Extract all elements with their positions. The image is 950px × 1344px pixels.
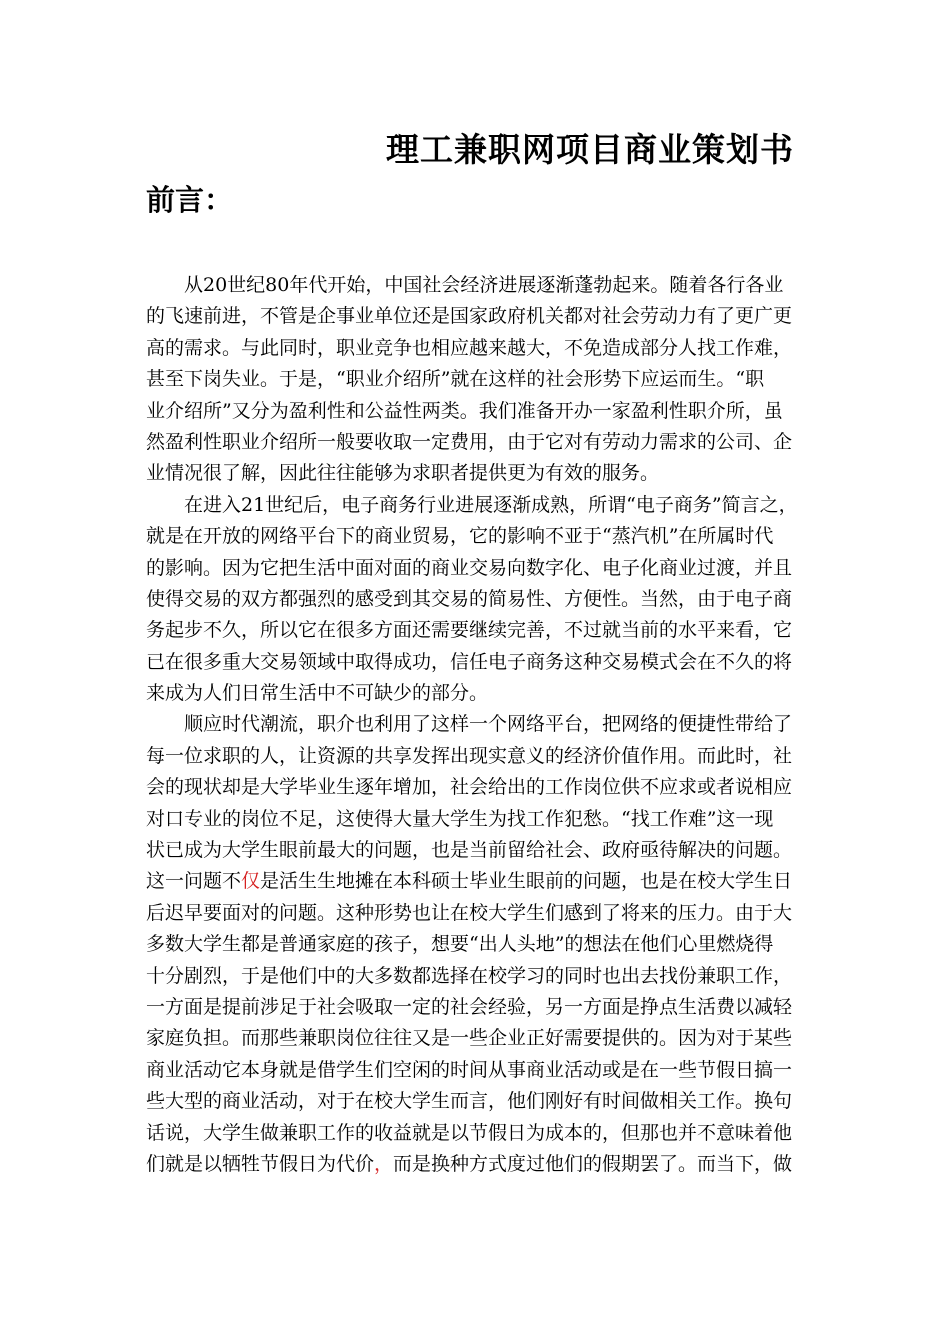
text-line: 些大型的商业活动，对于在校大学生而言，他们刚好有时间做相关工作。换句 bbox=[146, 1090, 793, 1113]
highlighted-punctuation: ， bbox=[374, 1152, 394, 1175]
text-line: 会的现状却是大学毕业生逐年增加，社会给出的工作岗位供不应求或者说相应 bbox=[146, 776, 793, 799]
text-line: 务起步不久，所以它在很多方面还需要继续完善，不过就当前的水平来看，它 bbox=[146, 619, 793, 642]
text-line: 从20世纪80年代开始，中国社会经济进展逐渐蓬勃起来。随着各行各业 bbox=[184, 274, 784, 296]
text-segment: 是活生生地摊在本科硕士毕业生眼前的问题，也是在校大学生日 bbox=[260, 870, 793, 893]
body-text bbox=[146, 270, 814, 1180]
text-line: 顺应时代潮流，职介也利用了这样一个网络平台，把网络的便捷性带给了 bbox=[184, 713, 793, 736]
text-line: 后迟早要面对的问题。这种形势也让在校大学生们感到了将来的压力。由于大 bbox=[146, 901, 793, 924]
section-heading-preface: 前言： bbox=[146, 183, 234, 217]
text-line: 业情况很了解，因此往往能够为求职者提供更为有效的服务。 bbox=[146, 462, 660, 485]
text-line: 十分剧烈，于是他们中的大多数都选择在校学习的同时也出去找份兼职工作， bbox=[146, 964, 793, 987]
text-line: 一方面是提前涉足于社会吸取一定的社会经验，另一方面是挣点生活费以减轻 bbox=[146, 995, 793, 1018]
text-line: 在进入21世纪后，电子商务行业进展逐渐成熟，所谓“电子商务”简言之， bbox=[184, 493, 798, 516]
text-line: 多数大学生都是普通家庭的孩子，想要“出人头地”的想法在他们心里燃烧得 bbox=[146, 933, 774, 956]
text-line: 甚至下岗失业。于是，“职业介绍所”就在这样的社会形势下应运而生。“职 bbox=[146, 368, 765, 391]
text-line: 使得交易的双方都强烈的感受到其交易的简易性、方便性。当然，由于电子商 bbox=[146, 587, 793, 610]
text-segment: 们就是以牺牲节假日为代价 bbox=[146, 1152, 375, 1175]
document-title: 理工兼职网项目商业策划书 bbox=[386, 130, 794, 169]
text-line: 然盈利性职业介绍所一般要收取一定费用，由于它对有劳动力需求的公司、企 bbox=[146, 430, 793, 453]
text-line: 状已成为大学生眼前最大的问题，也是当前留给社会、政府亟待解决的问题。 bbox=[146, 839, 793, 862]
text-line: 的影响。因为它把生活中面对面的商业交易向数字化、电子化商业过渡，并且 bbox=[146, 556, 793, 579]
text-line: 家庭负担。而那些兼职岗位往往又是一些企业正好需要提供的。因为对于某些 bbox=[146, 1027, 793, 1050]
text-line: 业介绍所”又分为盈利性和公益性两类。我们准备开办一家盈利性职介所，虽 bbox=[146, 399, 783, 422]
text-line: 每一位求职的人，让资源的共享发挥出现实意义的经济价值作用。而此时，社 bbox=[146, 744, 793, 767]
text-segment: 而是换种方式度过他们的假期罢了。而当下，做 bbox=[393, 1152, 793, 1175]
text-line: 高的需求。与此同时，职业竞争也相应越来越大，不免造成部分人找工作难， bbox=[146, 336, 793, 359]
text-line-with-highlight bbox=[146, 1149, 814, 1180]
text-line: 就是在开放的网络平台下的商业贸易，它的影响不亚于“蒸汽机”在所属时代 bbox=[146, 525, 774, 548]
text-line: 的飞速前进，不管是企事业单位还是国家政府机关都对社会劳动力有了更广更 bbox=[146, 305, 793, 328]
text-line: 对口专业的岗位不足，这使得大量大学生为找工作犯愁。“找工作难”这一现 bbox=[146, 807, 774, 830]
text-segment: 这一问题不 bbox=[146, 870, 242, 893]
text-line: 商业活动它本身就是借学生们空闲的时间从事商业活动或是在一些节假日搞一 bbox=[146, 1058, 793, 1081]
text-line: 已在很多重大交易领域中取得成功，信任电子商务这种交易模式会在不久的将 bbox=[146, 650, 793, 673]
text-line-with-highlight bbox=[146, 866, 814, 897]
text-line: 话说，大学生做兼职工作的收益就是以节假日为成本的，但那也并不意味着他 bbox=[146, 1121, 793, 1144]
text-line: 来成为人们日常生活中不可缺少的部分。 bbox=[146, 682, 489, 705]
highlighted-character: 仅 bbox=[241, 870, 261, 893]
